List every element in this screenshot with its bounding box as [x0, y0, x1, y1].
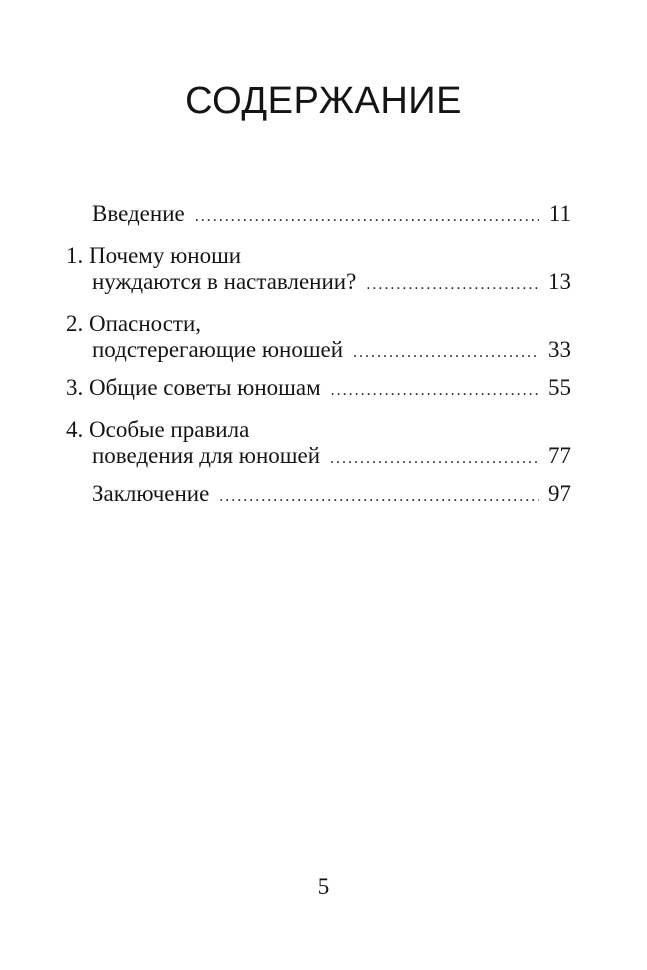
toc-leader-dots	[195, 209, 539, 225]
toc-entry-title-continued: поведения для юношей	[92, 443, 321, 468]
toc-entry-conclusion	[92, 482, 571, 505]
toc-leader-dots	[331, 383, 539, 399]
toc-leader-dots	[366, 277, 539, 293]
toc-entry-title-continued: подстерегающие юношей	[92, 337, 344, 362]
toc-leader-dots	[330, 451, 539, 467]
toc-entry-title: Введение	[92, 201, 185, 226]
toc-entry-4-line-1	[66, 418, 249, 441]
toc-page-number: 97	[548, 481, 571, 506]
toc-leader-dots	[353, 345, 539, 361]
toc-entry-title: Заключение	[92, 481, 210, 506]
toc-page-number: 13	[548, 269, 571, 294]
toc-entry-title-continued: нуждаются в наставлении?	[92, 269, 357, 294]
toc-page-number: 77	[548, 443, 571, 468]
toc-entry-1-line-1	[66, 244, 241, 267]
toc-entry-title: 3. Общие советы юношам	[66, 375, 321, 400]
page-title: СОДЕРЖАНИЕ	[185, 80, 462, 122]
toc-entry-2-line-2	[92, 338, 571, 361]
page-number-footer: 5	[317, 874, 330, 899]
toc-entry-2-line-1	[66, 312, 201, 335]
toc-entry-3	[66, 376, 571, 399]
toc-page-number: 11	[548, 201, 571, 226]
toc-leader-dots	[219, 489, 539, 505]
toc-entry-4-line-2	[92, 444, 571, 467]
toc-entry-title: 2. Опасности,	[66, 311, 202, 336]
toc-entry-title: 1. Почему юноши	[66, 243, 242, 268]
toc-entry-1-line-2	[92, 270, 571, 293]
toc-entry-title: 4. Особые правила	[66, 417, 250, 442]
toc-entry-introduction	[92, 202, 571, 225]
toc-page-number: 55	[548, 375, 571, 400]
toc-page-number: 33	[548, 337, 571, 362]
